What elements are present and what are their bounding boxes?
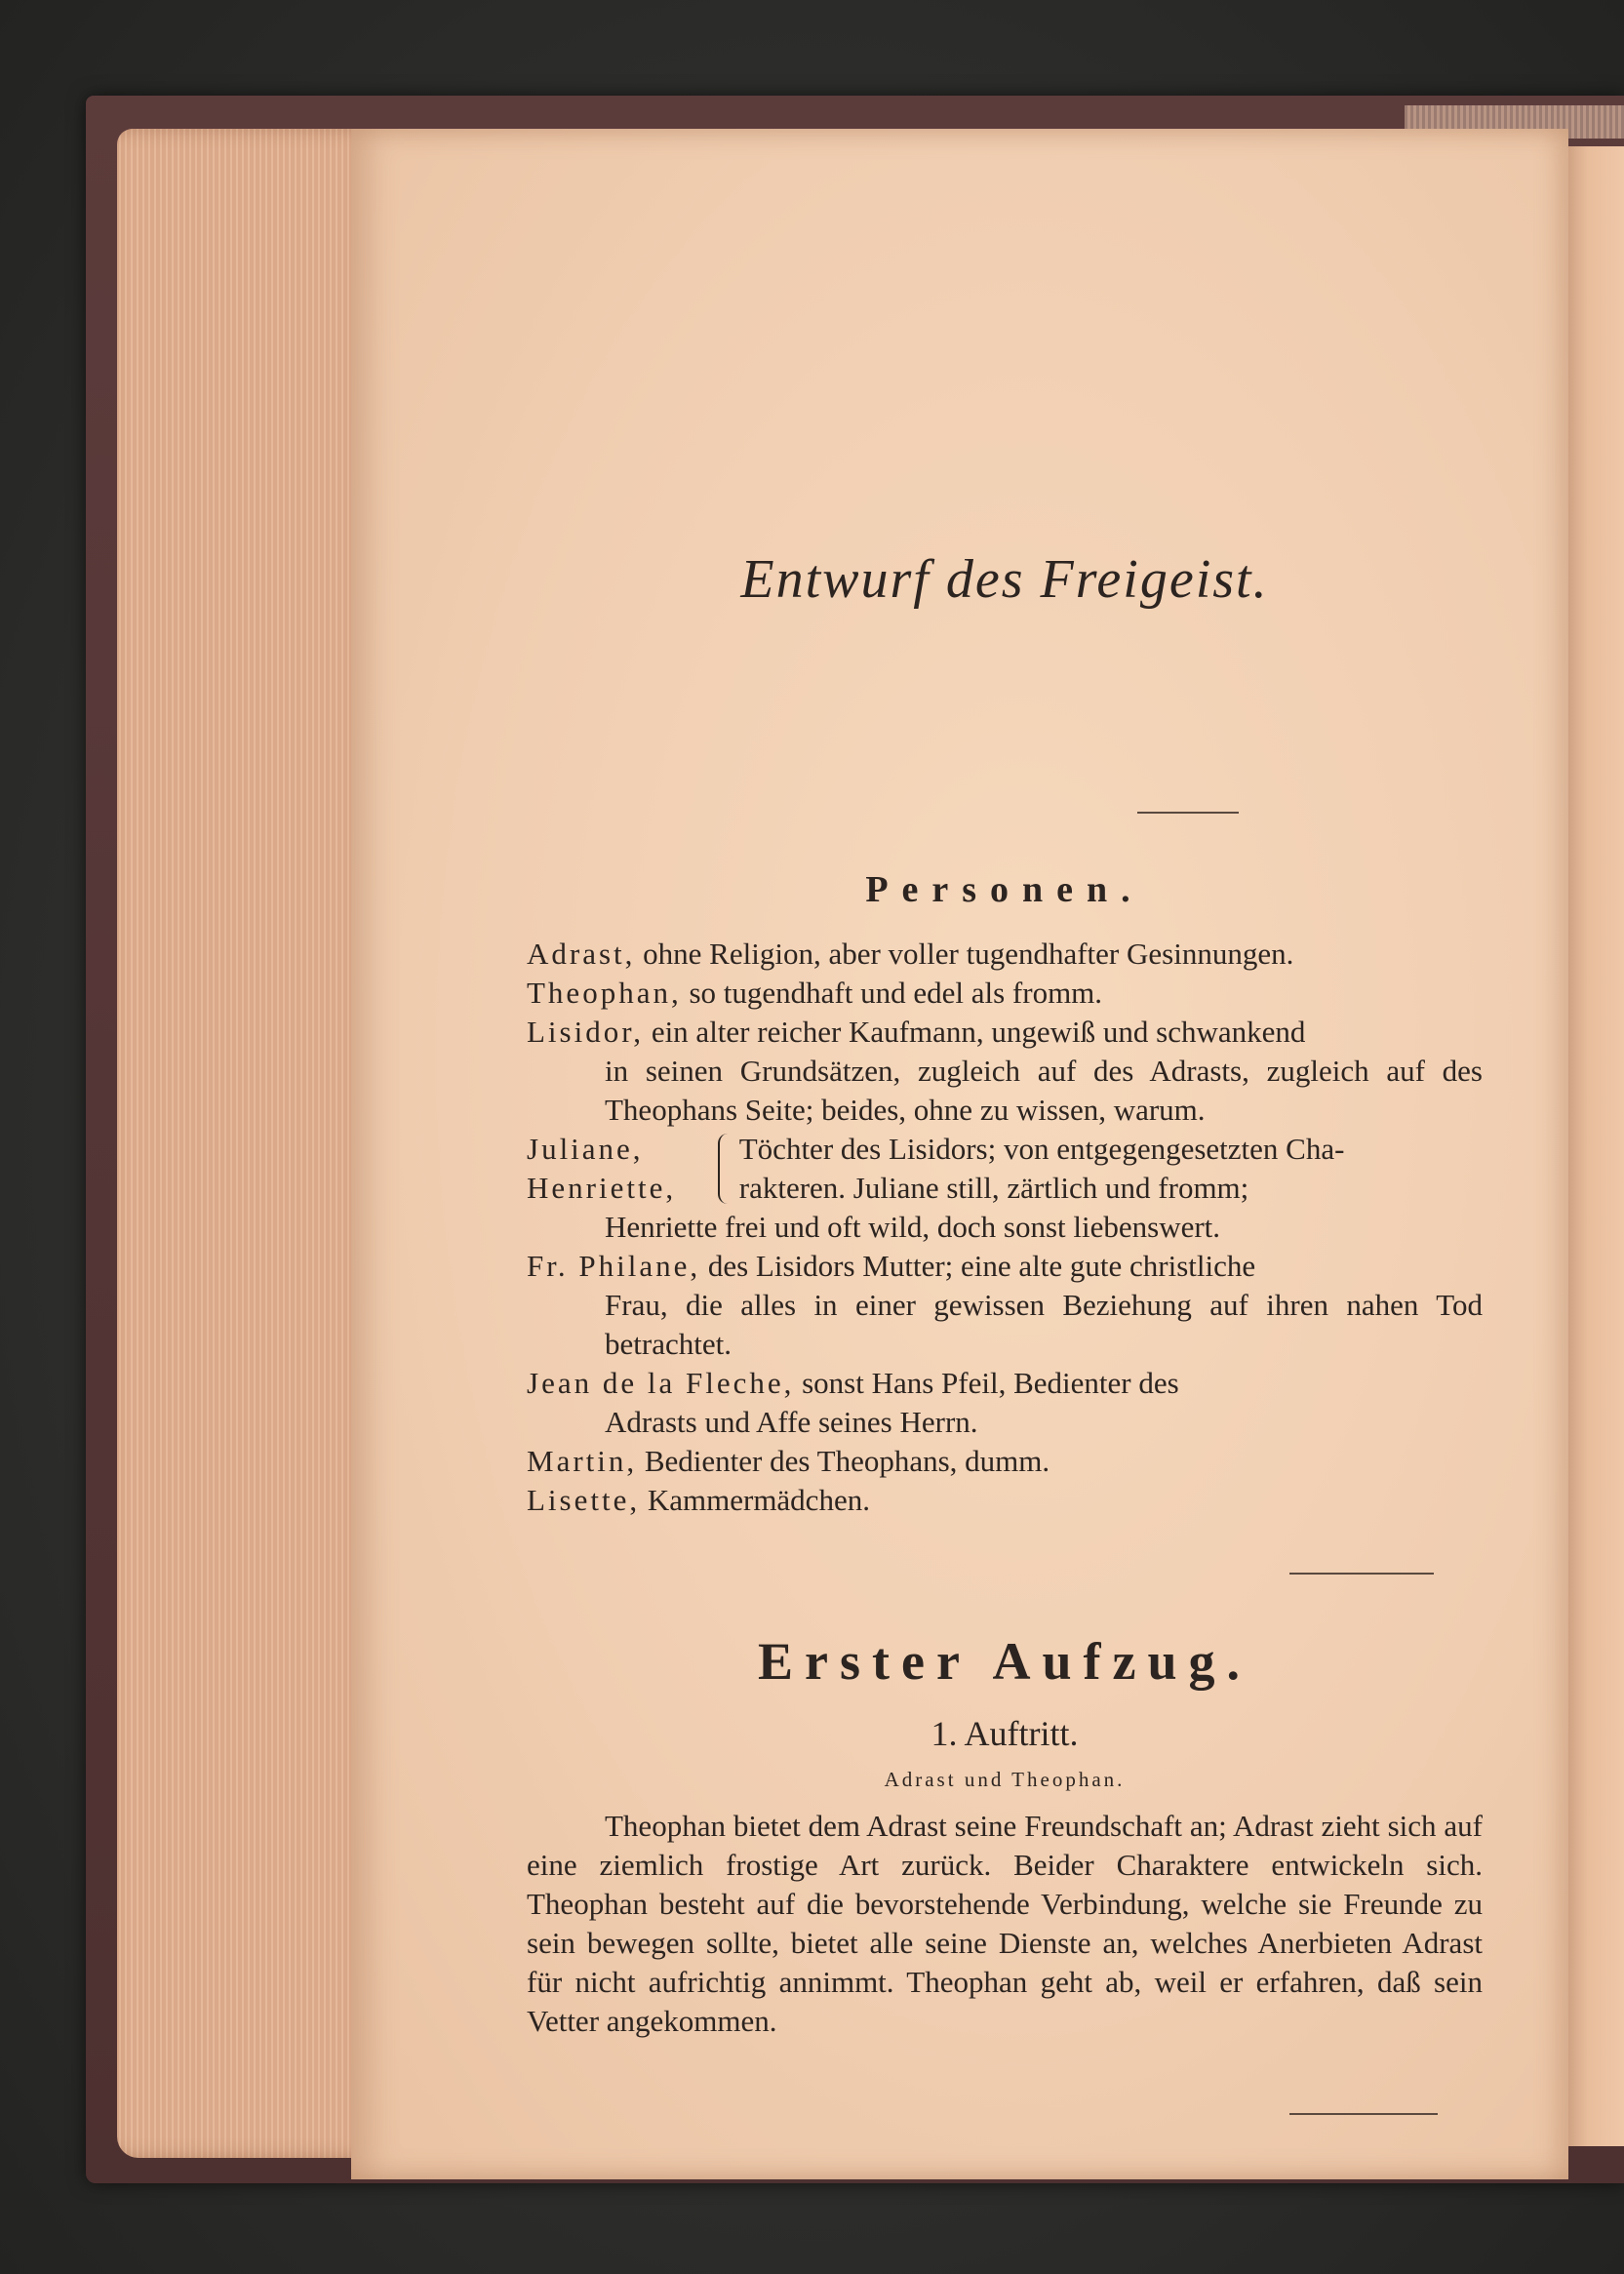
cast-name: Theophan, xyxy=(527,976,682,1010)
act-heading: Erster Aufzug. xyxy=(758,1632,1251,1691)
cast-desc: Töchter des Lisidors; von entgegengesetzten Cha- xyxy=(738,1132,1345,1166)
cast-desc: ohne Religion, aber voller tugendhafter Gesinnungen. xyxy=(643,937,1294,971)
cast-desc: sonst Hans Pfeil, Bedienter des xyxy=(802,1366,1179,1400)
scene-summary: Theophan bietet dem Adrast seine Freundschaft an; Adrast zieht sich auf eine ziemlich frostige Art zurück. Beider Charaktere entwickeln sich. Theophan besteht auf die bevorstehende Verbindung, welche sie Freunde zu sein bewegen sollte, bietet alle seine Dienste an, welches Anerbieten Adrast für nicht aufrichtig annimmt. Theophan geht ab, weil er erfahren, daß sein Vetter angekommen. xyxy=(527,1809,1483,2038)
cast-name: Jean de la Fleche, xyxy=(527,1366,795,1400)
personen-heading: Personen. xyxy=(865,869,1144,910)
facing-page-edge xyxy=(1568,146,1624,2146)
cast-desc: Kammermädchen. xyxy=(647,1483,870,1517)
cast-desc-continued: Frau, die alles in einer gewissen Beziehung auf ihren nahen Tod betrachtet. xyxy=(605,1288,1483,1361)
cast-desc: Bedienter des Theophans, dumm. xyxy=(644,1444,1050,1478)
cast-entry-sisters xyxy=(527,1130,1483,1247)
cast-entry xyxy=(527,974,1483,1013)
brace-symbol xyxy=(718,1134,732,1204)
cast-desc: des Lisidors Mutter; eine alte gute christliche xyxy=(707,1249,1256,1283)
cast-desc: ein alter reicher Kaufmann, ungewiß und schwankend xyxy=(651,1015,1306,1049)
sister-names xyxy=(527,1130,732,1208)
page-title: Entwurf des Freigeist. xyxy=(740,549,1269,610)
cast-name: Henriette, xyxy=(527,1171,677,1205)
cast-name: Lisidor, xyxy=(527,1015,645,1049)
cast-entry xyxy=(527,1481,1483,1520)
divider-rule xyxy=(1289,2113,1438,2115)
cast-desc: rakteren. Juliane still, zärtlich und fromm; xyxy=(738,1171,1249,1205)
cast-name: Fr. Philane, xyxy=(527,1249,701,1283)
divider-rule xyxy=(1289,1573,1434,1575)
divider-rule xyxy=(1137,812,1239,814)
cast-desc-continued: Henriette frei und oft wild, doch sonst liebenswert. xyxy=(605,1210,1221,1244)
book-page xyxy=(351,129,1568,2179)
cast-entry xyxy=(527,1364,1483,1442)
sister-desc xyxy=(739,1130,1481,1208)
cast-list xyxy=(527,935,1483,1520)
scene-persons: Adrast und Theophan. xyxy=(884,1768,1126,1791)
cast-desc-continued: in seinen Grundsätzen, zugleich auf des Adrasts, zugleich auf des Theophans Seite; beides, ohne zu wissen, warum. xyxy=(605,1054,1483,1127)
cast-name: Lisette, xyxy=(527,1483,641,1517)
cast-desc: so tugendhaft und edel als fromm. xyxy=(689,976,1103,1010)
cast-entry xyxy=(527,1442,1483,1481)
cast-entry xyxy=(527,1013,1483,1130)
cast-entry xyxy=(527,935,1483,974)
scene-heading: 1. Auftritt. xyxy=(931,1714,1079,1753)
page-edges xyxy=(117,129,373,2158)
cast-desc-continued: Adrasts und Affe seines Herrn. xyxy=(605,1405,978,1439)
cast-name: Martin, xyxy=(527,1444,638,1478)
cast-name: Juliane, xyxy=(527,1132,644,1166)
cast-name: Adrast, xyxy=(527,937,636,971)
cast-entry xyxy=(527,1247,1483,1364)
